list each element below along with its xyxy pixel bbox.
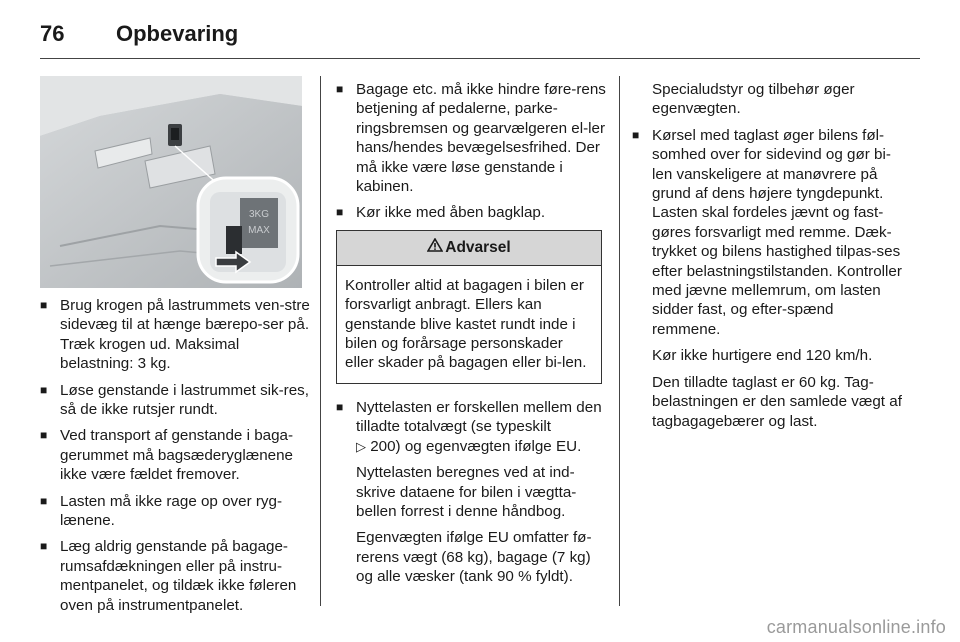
list-item: ■ Brug krogen på lastrummets ven-stre sidevæg til at hænge bærepo-ser på. Træk krogen ud. Maksimal belastning: 3 kg. [40,296,310,374]
hook-plate-text-1: 3KG [248,209,270,220]
page-reference-text: 200) og egenvægten ifølge EU. [366,437,582,455]
list-item: ■ Kør ikke med åben bagklap. [336,203,606,222]
paragraph: Kør ikke hurtigere end 120 km/h. [652,347,873,365]
cargo-hook-illustration [40,76,302,288]
page-number: 76 [40,21,65,46]
column-divider-right [619,76,620,606]
warning-triangle-icon [427,238,443,257]
list-item: ■ Læg aldrig genstande på bagage-rumsafdækningen eller på instru-mentpanelet, og tildæk ikke føleren oven på instrumentpanelet. [40,537,310,615]
page-reference-icon: ▷ [356,438,366,454]
hook-plate-text-2: MAX [248,225,270,236]
paragraph: Specialudstyr og tilbehør øger egenvægten. [652,81,855,118]
middle-column [336,80,606,594]
watermark: carmanualsonline.info [766,617,946,637]
warning-header [337,231,601,266]
warning-text: Kontroller altid at bagagen i bilen er forsvarligt anbragt. Ellers kan genstande blive kastet rundt inde i bilen og forårsage personskader eller skader på bagagen eller bi-len. [345,276,587,372]
paragraph: Egenvægten ifølge EU omfatter fø-rerens vægt (68 kg), bagage (7 kg) og alle væsker (tank 90 % fyldt). [356,529,592,586]
page-header [40,14,238,54]
left-column [40,296,310,622]
paragraph: Nyttelasten beregnes ved at ind-skrive dataene for bilen i vægtta-bellen forrest i denne håndbog. [356,464,577,520]
list-item: ■ Lasten må ikke rage op over ryg-lænene. [40,492,310,531]
paragraph: Den tilladte taglast er 60 kg. Tag-belastningen er den samlede vægt af tagbagagebærer og last. [652,373,902,430]
list-item: ■ Ved transport af genstande i baga-gerummet må bagsæderyglænene ikke være fældet fremover. [40,426,310,484]
warning-box [336,230,602,384]
header-divider [40,58,920,59]
list-item: ■ Kørsel med taglast øger bilens føl-somhed over for sidevind og gør bi-len vanskeligere at manøvrere på grund af dens højere tyngdepunkt. Lasten skal fordeles jævnt og fast-gøres forsvarligt med remme. Dæk-trykket og bilens hastighed tilpas-ses efter belastningstilstanden. Kontroller med jævne mellemrum, om lasten sidder fast, og efter-spænd remmene. [632,126,904,339]
column-divider-left [320,76,321,606]
list-item-text: Nyttelasten er forskellen mellem den tilladte totalvægt (se typeskilt [356,398,602,436]
right-column [632,80,904,438]
page-title: Opbevaring [116,21,239,46]
list-item: ■ Bagage etc. må ikke hindre føre-rens betjening af pedalerne, parke-ringsbremsen og gearvælgeren el-ler hans/hendes bevægelsesfrihed. Der må ikke være løse genstande i kabinen. [336,80,606,196]
warning-title: Advarsel [445,239,511,257]
list-item [336,398,606,456]
list-item: ■ Løse genstande i lastrummet sik-res, så de ikke rutsjer rundt. [40,381,310,420]
